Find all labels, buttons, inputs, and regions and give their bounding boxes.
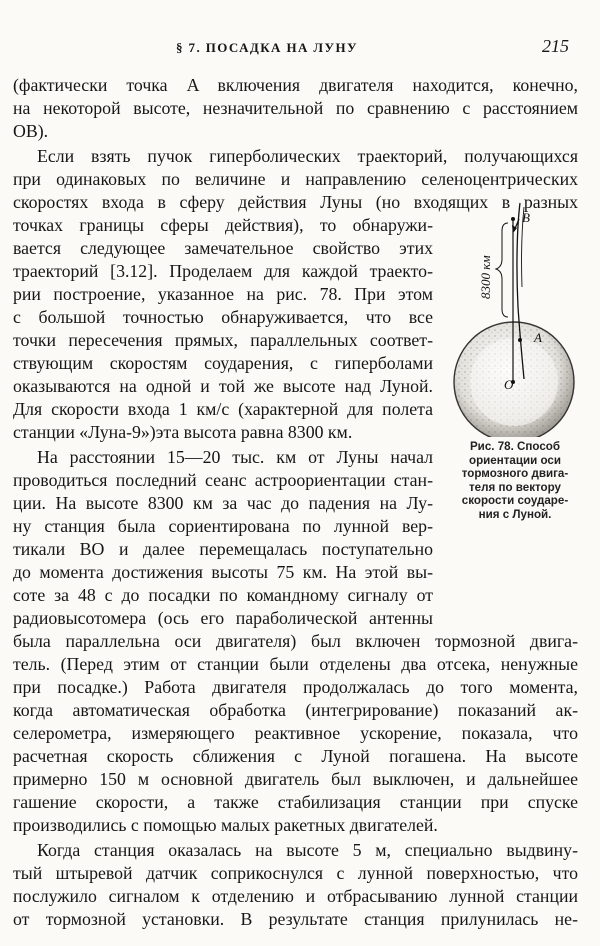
- text-line: скоростях входа в сферу действия Луны (но входящих в разных: [13, 192, 578, 212]
- text-line: когда автоматическая обработка (интегрирование) показаний ак-: [13, 700, 578, 720]
- page-number: 215: [542, 36, 569, 56]
- text-line: при одинаковых по величине и направлению селеноцентрических: [13, 169, 578, 189]
- text-line: рии построение, указанное на рис. 78. При этом: [13, 284, 433, 304]
- text-line: гашение скорости, а также стабилизация станции при спуске: [13, 792, 578, 812]
- running-title: § 7. ПОСАДКА НА ЛУНУ: [176, 40, 358, 55]
- point-a-label: A: [534, 330, 542, 345]
- caption-line: скорости соударе-: [461, 494, 569, 508]
- text-line: селерометра, измеряющего реактивное ускорение, показала, что: [13, 723, 578, 743]
- caption-line: ориентации оси: [469, 453, 561, 467]
- text-line: на некоторой высоте, незначительной по сравнению с расстоянием: [13, 98, 578, 118]
- text-line: послужило сигналом к отделению и отбрасыванию лунной станции: [13, 886, 578, 906]
- distance-brace: [496, 223, 508, 317]
- text-line: при посадке.) Работа двигателя продолжалась до того момента,: [13, 677, 578, 697]
- text-line: с большой точностью обнаруживается, что все: [13, 307, 433, 327]
- text-line: до момента достижения высоты 75 км. На этой вы-: [13, 562, 433, 582]
- text-line: OB).: [13, 121, 49, 141]
- text-line: производились с помощью малых ракетных двигателей.: [13, 815, 438, 835]
- text-line: тель. (Перед этим от станции были отделены два отсека, ненужные: [13, 654, 578, 674]
- text-line: ствующим скоростям соударения, с гиперболами: [13, 353, 433, 373]
- text-line: от тормозной установки. В результате станция прилунилась не-: [13, 909, 578, 929]
- text-line: примерно 150 м основной двигатель был выключен, и дальнейшее: [13, 769, 578, 789]
- figure-drawing: [440, 197, 590, 437]
- text-line: соте за 48 с до посадки по командному сигналу от: [13, 585, 433, 605]
- text-line: Если взять пучок гиперболических траекторий, получающихся: [37, 146, 578, 166]
- distance-label: 8300 км: [478, 255, 493, 299]
- point-o-label: O: [504, 377, 514, 392]
- caption-line: теля по вектору: [469, 480, 561, 494]
- text-line: станции «Луна-9»)эта высота равна 8300 км.: [13, 422, 353, 442]
- text-line: Когда станция оказалась на высоте 5 м, специально выдвину-: [37, 840, 578, 860]
- text-line: траекторий [3.12]. Проделаем для каждой траекто-: [13, 261, 433, 281]
- figure-78: [440, 197, 590, 521]
- text-line: На расстоянии 15—20 тыс. км от Луны начал: [37, 447, 433, 467]
- text-line: ну станция была сориентирована по лунной вер-: [13, 516, 433, 536]
- text-line: расчетная скорость сближения с Луной погашена. На высоте: [13, 746, 578, 766]
- caption-line: Рис. 78. Способ: [469, 440, 561, 453]
- caption-line: ния с Луной.: [478, 507, 552, 521]
- text-line: тикали BO и далее перемещалась поступательно: [13, 539, 433, 559]
- text-line: точках границы сферы действия), то обнаружи-: [13, 215, 433, 235]
- text-line: была параллельна оси двигателя) был включен тормозной двига-: [13, 631, 578, 651]
- point-b-label: B: [522, 210, 530, 225]
- text-line: Для скорости входа 1 км/с (характерной для полета: [13, 399, 433, 419]
- text-line: точки пересечения прямых, параллельных соответ-: [13, 330, 433, 350]
- text-line: радиовысотомера (ось его параболической антенны: [13, 608, 433, 628]
- text-line: тый штыревой датчик соприкоснулся с лунной поверхностью, что: [13, 863, 578, 883]
- running-head: [0, 36, 600, 60]
- text-line: ции. На высоте 8300 км за час до падения на Лу-: [13, 493, 433, 513]
- text-line: оказываются на одной и той же высоте над Луной.: [13, 376, 433, 396]
- text-line: вается следующее замечательное свойство этих: [13, 238, 433, 258]
- text-line: проводиться последний сеанс астроориентации стан-: [13, 470, 433, 490]
- figure-caption: [442, 440, 588, 522]
- caption-line: тормозного двига-: [461, 467, 569, 481]
- text-line: (фактически точка A включения двигателя находится, конечно,: [13, 75, 578, 95]
